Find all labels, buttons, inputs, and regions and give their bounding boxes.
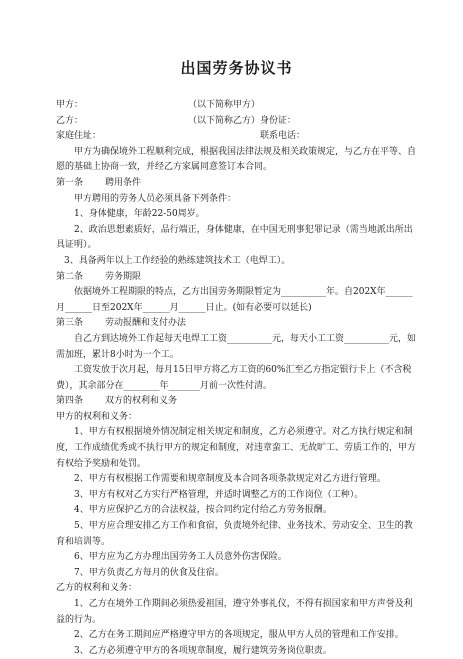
section-name: 双方的权利和义务 <box>105 396 178 407</box>
list-item: 3、乙方必须遵守甲方的各项规章制度，履行建筑劳务岗位职责。 <box>74 645 332 656</box>
section-number: 第三条 <box>56 318 84 329</box>
section-number: 第一条 <box>56 177 84 188</box>
section-2-heading <box>56 270 417 286</box>
section-3-heading <box>56 316 417 332</box>
family-address-label: 家庭住址： <box>56 131 102 142</box>
party-b-line <box>56 114 417 130</box>
list-item: 1、甲方有权根据境外情况制定相关规定和制度，乙方必须遵守。对乙方执行规定和制度，工作成绩优秀或不执行甲方的规定和制度，对违章蛮工、无故旷工、劳质工作的，甲方有权给予奖励和处罚。 <box>56 427 417 469</box>
section-number: 第四条 <box>56 396 84 407</box>
section-2-text: 依据境外工程期限的特点，乙方出国劳务期限暂定为__________年。自202X年______月______日至202X年______月______日止。(如有必要可以延长) <box>56 287 413 313</box>
list-item: 3、甲方有权对乙方实行严格管理，并适时调整乙方的工作岗位（工种）。 <box>74 489 364 500</box>
party-a-rights-heading: 甲方的权利和义务： <box>56 411 138 422</box>
party-a-label: 甲方： <box>56 100 84 110</box>
document-title: 出国劳务协议书 <box>180 59 293 77</box>
section-name: 劳务期限 <box>105 271 142 282</box>
section-1-heading <box>56 176 417 192</box>
list-item: 1、乙方在境外工作期间必须热爱祖国，遵守外事礼仪，不得有损国家和甲方声誉及利益的行为。 <box>56 599 413 625</box>
section-1-intro: 甲方聘用的劳务人员必须具备下列条件： <box>74 193 237 204</box>
party-b-note: （以下简称乙方） <box>188 115 261 126</box>
party-a-note: （以下简称甲方） <box>188 100 261 110</box>
preamble: 甲方为确保境外工程顺利完成，根据我国法律法规及相关政策规定，与乙方在平等、自愿的基础上协商一致，并经乙方家属同意签订本合同。 <box>56 146 417 173</box>
party-b-label: 乙方： <box>56 115 84 126</box>
list-item: 6、甲方应为乙方办理出国劳务工人员意外伤害保险。 <box>74 552 287 563</box>
list-item: 2、政治思想素质好，品行端正，身体健康，在中国无刑事犯罪记录（需当地派出所出具证明）。 <box>56 224 413 251</box>
section-3-paragraph: 工资发放于次月起，每月15日甲方将乙方工资的60%汇至乙方指定银行卡上（不含税费），其余部分在________年_______月前一次性付清。 <box>56 365 412 391</box>
list-item: 5、甲方应合理安排乙方工作和食宿，负责境外纪律、业务技术、劳动安全、卫生的教育和培训等。 <box>56 521 413 547</box>
list-item: 4、甲方应保护乙方的合法权益，按合同约定付给乙方劳务报酬。 <box>74 505 332 516</box>
section-name: 聘用条件 <box>105 177 142 188</box>
section-name: 劳动报酬和支付办法 <box>105 318 187 329</box>
list-item: 3、具备两年以上工作经验的熟练建筑技术工（电焊工）。 <box>64 255 291 266</box>
list-item: 2、甲方有权根据工作需要和规章制度及本合同各项条款规定对乙方进行管理。 <box>74 474 386 485</box>
list-item: 1、身体健康，年龄22-50周岁。 <box>74 209 205 220</box>
party-b-rights-heading: 乙方的权利和义务： <box>56 583 138 594</box>
section-number: 第二条 <box>56 271 84 282</box>
list-item: 7、甲方负责乙方每月的伙食及住宿。 <box>74 567 224 578</box>
family-phone-label: 联系电话： <box>260 131 306 142</box>
party-b-id-label: 身份证： <box>260 115 297 126</box>
list-item: 2、乙方在务工期间应严格遵守甲方的各项规定，服从甲方人员的管理和工作安排。 <box>74 630 404 641</box>
section-3-paragraph: 自乙方到达境外工作起每天电焊工工资__________元，每天小工工资__________元，如需加班，累计8小时为一个工。 <box>56 333 417 360</box>
party-a-line <box>56 98 417 114</box>
family-line <box>56 129 417 145</box>
section-4-heading <box>56 394 417 410</box>
